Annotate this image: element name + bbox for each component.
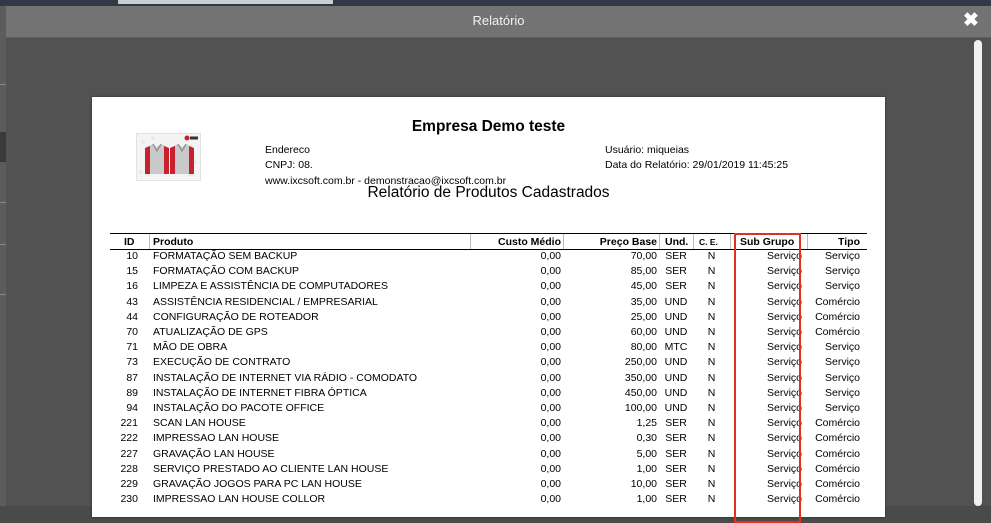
cell-id: 44 <box>126 310 138 323</box>
cell-und: SER <box>665 417 687 430</box>
cell-custo: 0,00 <box>540 386 561 399</box>
cell-custo: 0,00 <box>540 265 561 278</box>
company-web-contact: www.ixcsoft.com.br - demonstracao@ixcsoft.com.br <box>265 175 507 187</box>
cell-tipo: Serviço <box>824 341 860 354</box>
company-logo <box>136 133 201 181</box>
cell-subgrupo: Serviço <box>766 432 802 445</box>
cell-subgrupo: Serviço <box>766 326 802 338</box>
cell-id: 87 <box>126 371 138 384</box>
cell-id: 70 <box>126 326 138 338</box>
cell-subgrupo: Serviço <box>766 447 802 460</box>
header-id: ID <box>124 236 135 248</box>
header-tipo: Tipo <box>838 236 860 248</box>
cell-produto: INSTALAÇÃO DE INTERNET VIA RÁDIO - COMODATO <box>153 371 418 384</box>
cell-ce: N <box>707 417 716 430</box>
cell-und: UND <box>664 386 688 399</box>
cell-ce: N <box>707 478 716 490</box>
cell-und: SER <box>665 265 687 278</box>
cell-tipo: Serviço <box>824 265 860 278</box>
cell-ce: N <box>707 462 716 475</box>
cell-produto: GRAVAÇÃO LAN HOUSE <box>153 447 275 460</box>
cell-produto: INSTALAÇÃO DO PACOTE OFFICE <box>153 402 325 414</box>
cell-preco: 1,00 <box>636 493 657 506</box>
cell-custo: 0,00 <box>540 462 561 475</box>
column-separator <box>563 234 564 249</box>
company-address: Endereco <box>265 144 310 156</box>
cell-und: UND <box>664 326 688 338</box>
cell-preco: 0,30 <box>636 432 657 445</box>
cell-custo: 0,00 <box>540 295 561 308</box>
cell-und: SER <box>665 280 687 293</box>
cell-id: 228 <box>120 462 138 475</box>
cell-tipo: Comércio <box>815 493 860 506</box>
cell-produto: SERVIÇO PRESTADO AO CLIENTE LAN HOUSE <box>153 462 389 475</box>
cell-ce: N <box>707 447 716 460</box>
cell-preco: 60,00 <box>630 326 657 338</box>
cell-produto: CONFIGURAÇÃO DE ROTEADOR <box>153 310 319 323</box>
cell-produto: IMPRESSAO LAN HOUSE COLLOR <box>153 493 326 506</box>
cell-produto: INSTALAÇÃO DE INTERNET FIBRA ÓPTICA <box>153 386 367 399</box>
cell-preco: 450,00 <box>624 386 657 399</box>
column-separator <box>149 234 150 249</box>
cell-tipo: Serviço <box>824 356 860 369</box>
cell-ce: N <box>707 265 716 278</box>
cell-ce: N <box>707 310 716 323</box>
cell-ce: N <box>707 493 716 506</box>
cell-id: 43 <box>126 295 138 308</box>
cell-custo: 0,00 <box>540 493 561 506</box>
cell-und: SER <box>665 462 687 475</box>
cell-preco: 80,00 <box>630 341 657 354</box>
cell-preco: 25,00 <box>630 310 657 323</box>
report-page <box>92 97 885 517</box>
cell-subgrupo: Serviço <box>766 462 802 475</box>
hoodies-logo-icon <box>137 134 200 180</box>
cell-id: 222 <box>120 432 138 445</box>
cell-preco: 10,00 <box>630 478 657 490</box>
column-separator <box>730 234 731 249</box>
cell-ce: N <box>707 326 716 338</box>
cell-custo: 0,00 <box>540 250 561 262</box>
close-icon[interactable]: ✖ <box>963 10 979 31</box>
cell-und: UND <box>664 356 688 369</box>
cell-produto: EXECUÇÃO DE CONTRATO <box>153 356 291 369</box>
background-app-block <box>118 0 333 4</box>
scrollbar-thumb[interactable] <box>974 40 982 506</box>
cell-und: UND <box>664 295 688 308</box>
cell-subgrupo: Serviço <box>766 417 802 430</box>
cell-produto: ASSISTÊNCIA RESIDENCIAL / EMPRESARIAL <box>153 295 378 308</box>
cell-subgrupo: Serviço <box>766 402 802 414</box>
column-separator <box>693 234 694 249</box>
cell-und: MTC <box>664 341 688 354</box>
cell-custo: 0,00 <box>540 280 561 293</box>
cell-produto: SCAN LAN HOUSE <box>153 417 246 430</box>
cell-ce: N <box>707 356 716 369</box>
header-produto: Produto <box>153 236 194 248</box>
cell-preco: 85,00 <box>630 265 657 278</box>
cell-tipo: Comércio <box>815 310 860 323</box>
cell-tipo: Comércio <box>815 417 860 430</box>
cell-preco: 100,00 <box>624 402 657 414</box>
column-separator <box>659 234 660 249</box>
cell-id: 227 <box>120 447 138 460</box>
cell-custo: 0,00 <box>540 432 561 445</box>
cell-preco: 350,00 <box>624 371 657 384</box>
cell-custo: 0,00 <box>540 341 561 354</box>
cell-id: 230 <box>120 493 138 506</box>
cell-ce: N <box>707 402 716 414</box>
cell-custo: 0,00 <box>540 417 561 430</box>
cell-produto: FORMATAÇÃO COM BACKUP <box>153 265 300 278</box>
cell-subgrupo: Serviço <box>766 493 802 506</box>
cell-id: 16 <box>126 280 138 293</box>
cell-subgrupo: Serviço <box>766 478 802 490</box>
cell-produto: GRAVAÇÃO JOGOS PARA PC LAN HOUSE <box>153 478 362 490</box>
cell-preco: 1,00 <box>636 462 657 475</box>
cell-subgrupo: Serviço <box>766 341 802 354</box>
report-user: Usuário: miqueias <box>605 144 690 156</box>
cell-custo: 0,00 <box>540 326 561 338</box>
cell-subgrupo: Serviço <box>766 356 802 369</box>
cell-tipo: Comércio <box>815 447 860 460</box>
cell-id: 221 <box>120 417 138 430</box>
cell-subgrupo: Serviço <box>766 371 802 384</box>
cell-ce: N <box>707 280 716 293</box>
cell-preco: 35,00 <box>630 295 657 308</box>
cell-preco: 70,00 <box>630 250 657 262</box>
cell-preco: 1,25 <box>636 417 657 430</box>
header-preco-base: Preço Base <box>599 236 657 248</box>
cell-subgrupo: Serviço <box>766 310 802 323</box>
cell-id: 71 <box>126 341 138 354</box>
cell-tipo: Comércio <box>815 326 860 338</box>
cell-tipo: Serviço <box>824 386 860 399</box>
cell-custo: 0,00 <box>540 356 561 369</box>
column-separator <box>470 234 471 249</box>
cell-subgrupo: Serviço <box>766 280 802 293</box>
cell-custo: 0,00 <box>540 447 561 460</box>
cell-subgrupo: Serviço <box>766 295 802 308</box>
cell-tipo: Serviço <box>824 371 860 384</box>
cell-tipo: Comércio <box>815 462 860 475</box>
cell-ce: N <box>707 341 716 354</box>
report-date: Data do Relatório: 29/01/2019 11:45:25 <box>605 159 789 171</box>
modal-title: Relatório <box>472 13 525 28</box>
cell-und: SER <box>665 432 687 445</box>
cell-ce: N <box>707 371 716 384</box>
cell-ce: N <box>707 295 716 308</box>
cell-custo: 0,00 <box>540 371 561 384</box>
cell-id: 229 <box>120 478 138 490</box>
cell-id: 73 <box>126 356 138 369</box>
cell-preco: 250,00 <box>624 356 657 369</box>
header-custo-medio: Custo Médio <box>498 236 561 248</box>
cell-und: SER <box>665 250 687 262</box>
cell-ce: N <box>707 386 716 399</box>
modal-titlebar <box>6 6 991 38</box>
cell-tipo: Comércio <box>815 295 860 308</box>
cell-tipo: Comércio <box>815 432 860 445</box>
cell-produto: MÃO DE OBRA <box>153 341 228 354</box>
cell-und: UND <box>664 371 688 384</box>
cell-tipo: Serviço <box>824 280 860 293</box>
cell-produto: ATUALIZAÇÃO DE GPS <box>153 326 268 338</box>
cell-und: SER <box>665 478 687 490</box>
cell-subgrupo: Serviço <box>766 250 802 262</box>
header-und: Und. <box>665 236 689 248</box>
company-cnpj: CNPJ: 08. <box>265 159 313 171</box>
header-sub-grupo: Sub Grupo <box>740 236 795 248</box>
cell-tipo: Comércio <box>815 478 860 490</box>
header-ce: C. E. <box>699 237 718 247</box>
cell-custo: 0,00 <box>540 402 561 414</box>
cell-custo: 0,00 <box>540 310 561 323</box>
cell-id: 94 <box>126 402 138 414</box>
report-title: Relatório de Produtos Cadastrados <box>367 184 610 201</box>
cell-produto: LIMPEZA E ASSISTÊNCIA DE COMPUTADORES <box>153 280 388 293</box>
cell-subgrupo: Serviço <box>766 386 802 399</box>
cell-id: 15 <box>126 265 138 278</box>
cell-id: 10 <box>126 250 138 262</box>
cell-und: SER <box>665 493 687 506</box>
cell-preco: 5,00 <box>636 447 657 460</box>
cell-produto: IMPRESSAO LAN HOUSE <box>153 432 280 445</box>
cell-und: UND <box>664 310 688 323</box>
cell-id: 89 <box>126 386 138 399</box>
sub-grupo-highlight-box <box>734 233 801 523</box>
cell-ce: N <box>707 432 716 445</box>
cell-ce: N <box>707 250 716 262</box>
column-separator <box>807 234 808 249</box>
cell-custo: 0,00 <box>540 478 561 490</box>
cell-produto: FORMATAÇÃO SEM BACKUP <box>153 250 298 262</box>
cell-tipo: Serviço <box>824 250 860 262</box>
cell-und: SER <box>665 447 687 460</box>
cell-und: UND <box>664 402 688 414</box>
report-modal <box>6 6 991 506</box>
cell-preco: 45,00 <box>630 280 657 293</box>
cell-tipo: Serviço <box>824 402 860 414</box>
cell-subgrupo: Serviço <box>766 265 802 278</box>
company-name: Empresa Demo teste <box>411 118 566 135</box>
